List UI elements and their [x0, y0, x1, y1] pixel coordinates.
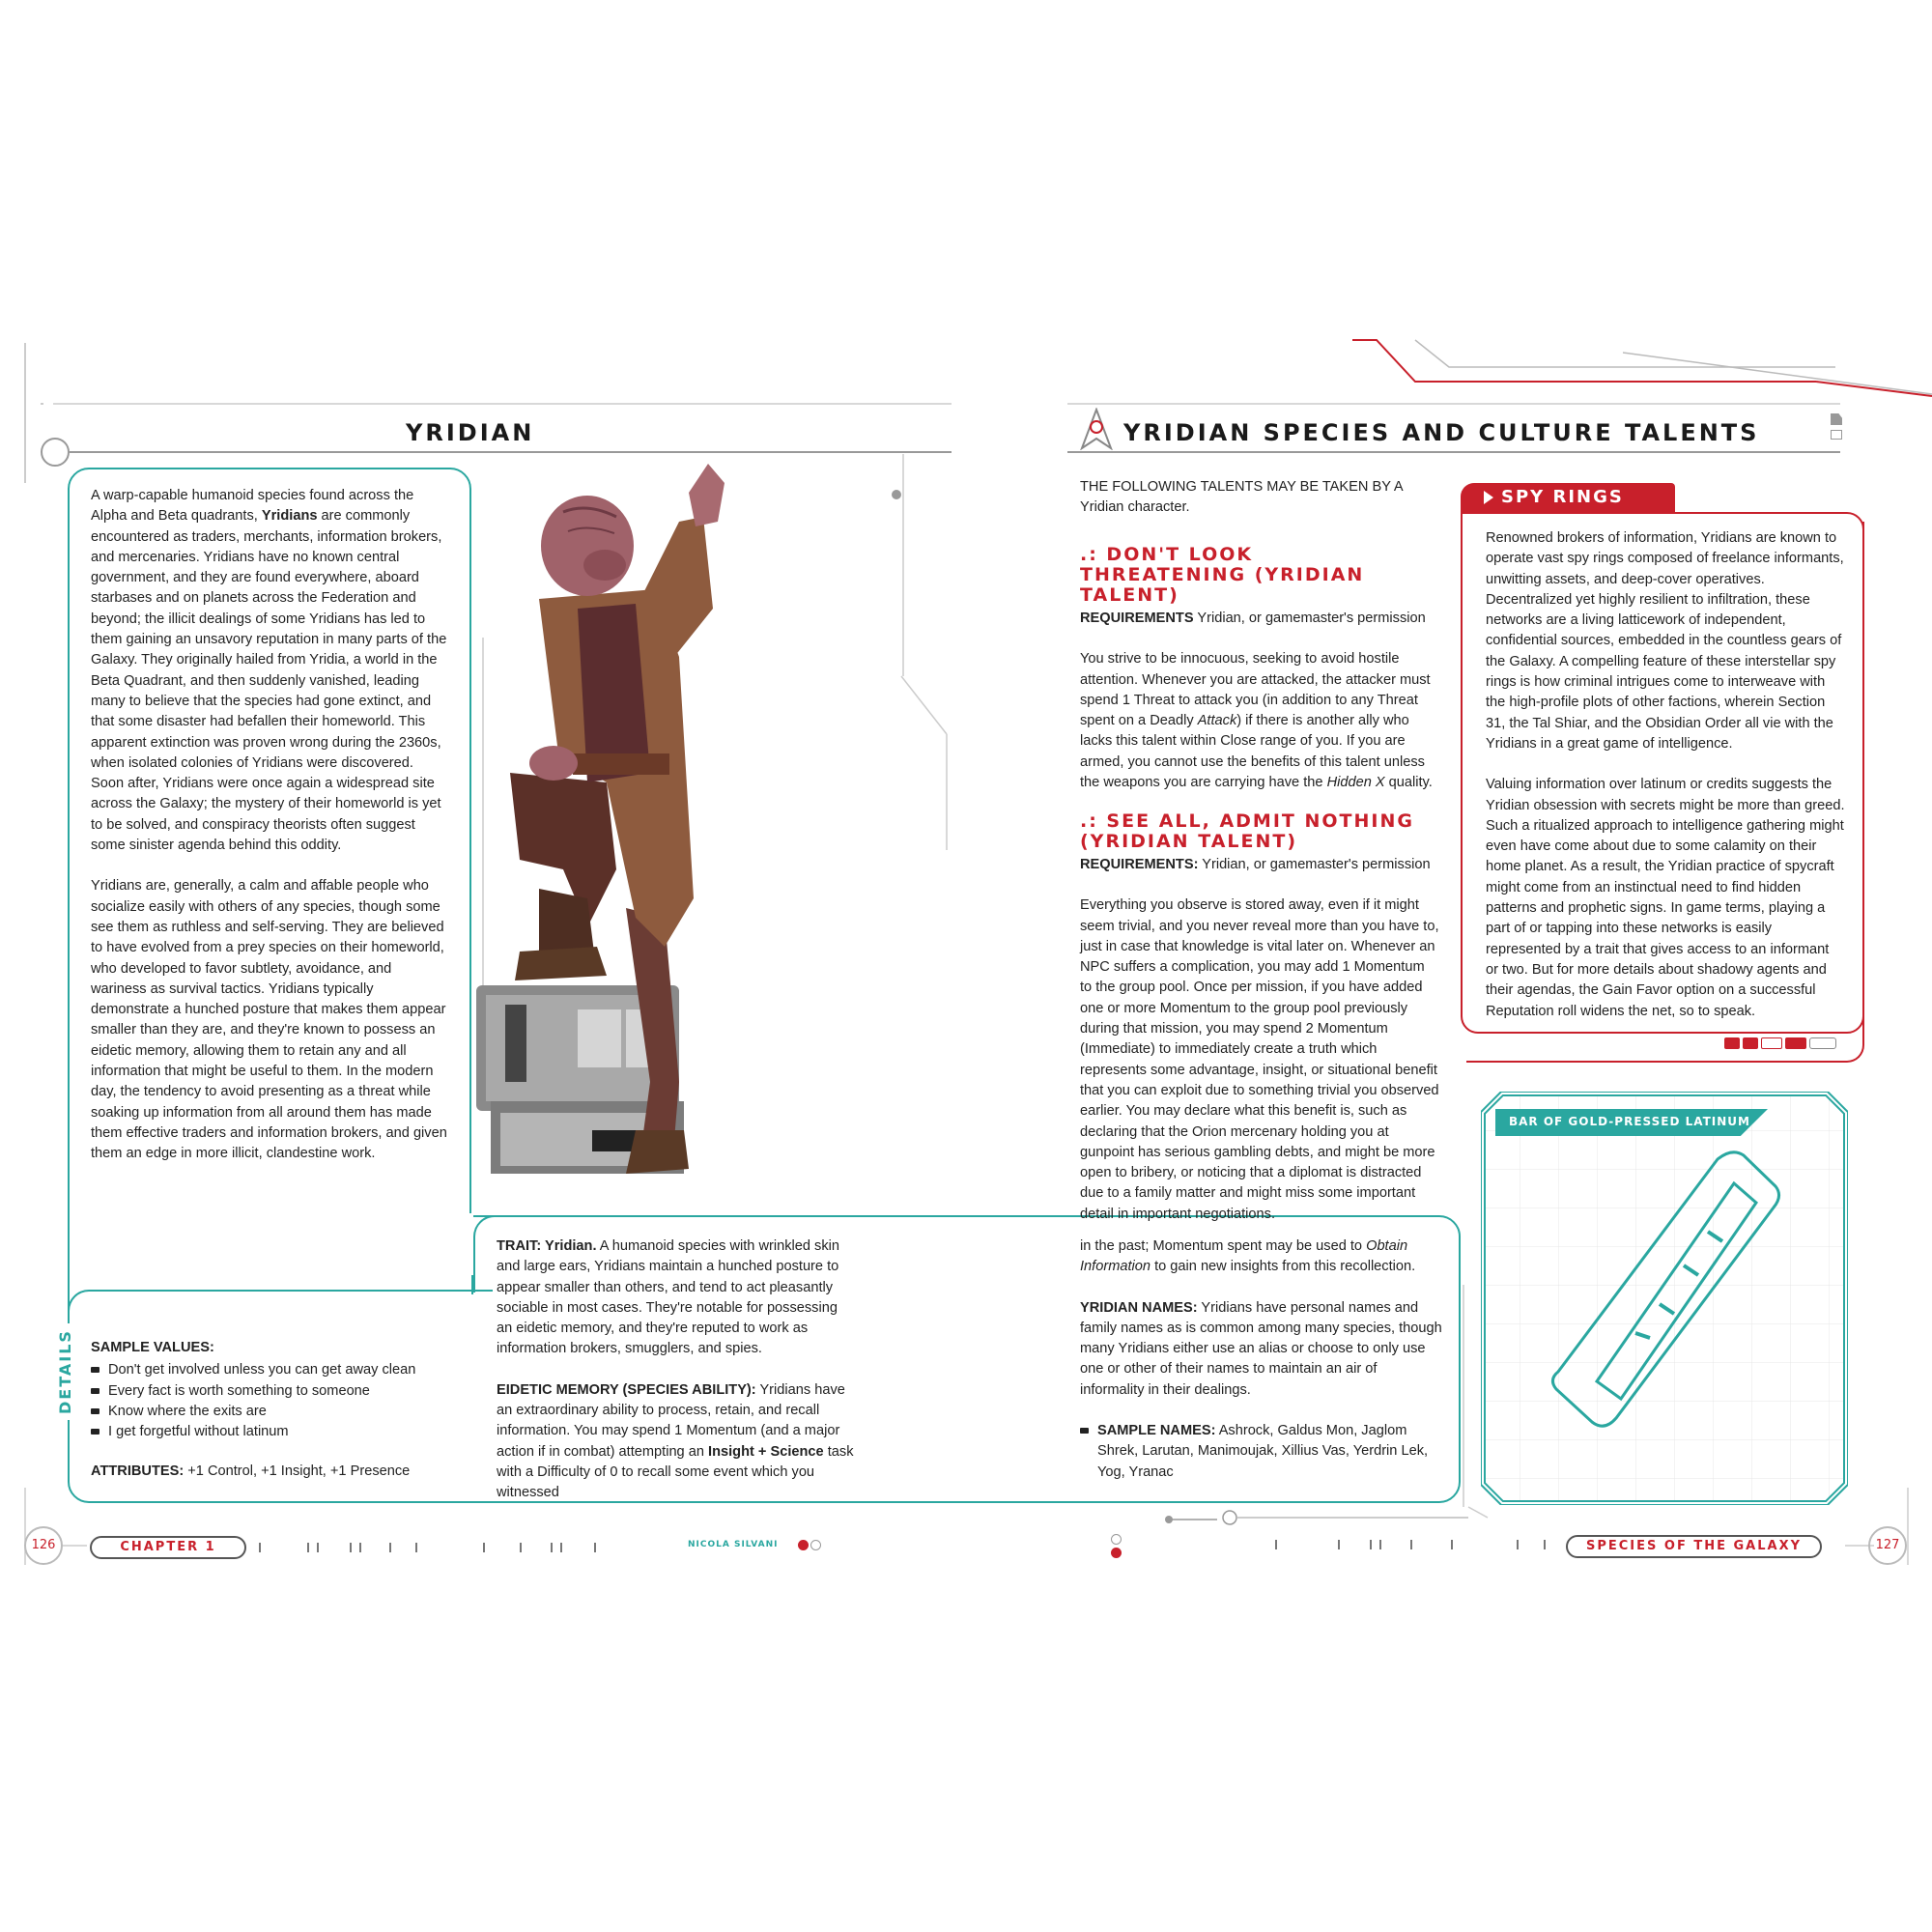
details-panel-top-left [68, 1290, 493, 1313]
spy-rings-title: SPY RINGS [1484, 487, 1624, 507]
footer-tick [389, 1543, 391, 1552]
indicator-filled [1785, 1037, 1806, 1049]
trait-paragraph: TRAIT: Yridian. A humanoid species with wrinkled skin and large ears, Yridians maintain a hunched posture to appear smaller than others, and tend to act pleasantly sociable in most cases. They're notable for possessing an eidetic memory, and they're reputed to work as information brokers, smugglers, and spies. [497, 1238, 839, 1357]
sample-values-label: SAMPLE VALUES: [91, 1340, 214, 1355]
list-item: Know where the exits are [91, 1402, 439, 1422]
eidetic-continued: in the past; Momentum spent may be used to Obtain Information to gain new insights from this recollection. [1080, 1238, 1416, 1275]
footer-tick [1544, 1540, 1546, 1549]
talents-intro: THE FOLLOWING TALENTS MAY BE TAKEN BY A Yridian character. [1080, 479, 1403, 516]
spy-rings-paragraph-2: Valuing information over latinum or credits suggests the Yridian obsession with secrets might be more than greed. Such a ritualized approach to intelligence gathering might even have come about due to some calamity on their home planet. As a result, the Yridian practice of spycraft might come from an instinctual need to find hidden patterns and prophetic signs. In game terms, playing a part of or tapping into these networks is easily represented by a trait that gives access to an informant or two. But for more details about shadowy agents and their agendas, the Gain Favor option on a successful Reputation roll widens the net, so to speak. [1486, 777, 1845, 1019]
starfleet-delta-icon [1079, 408, 1114, 450]
list-item: I get forgetful without latinum [91, 1422, 439, 1442]
details-panel-border-fix [471, 1275, 473, 1294]
footer-tick [415, 1543, 417, 1552]
footer-tick [359, 1543, 361, 1552]
indicator-empty [1809, 1037, 1836, 1049]
intro-text [91, 486, 450, 1185]
talent-2-text: Everything you observe is stored away, even if it might seem trivial, and you never reveal more than you have to, just in case that knowledge is vital later on. Whenever an NPC suffers a complication, you may add 1 Momentum to the group pool. Once per mission, if you have added one or more Momentum to the group pool previously during that mission, you may spend 2 Momentum (Immediate) to immediately create a truth which represents some advantage, insight, or situational benefit that you can exploit due to something trivial you observed earlier. You may declare what this benefit is, such as declaring that the Orion mercenary holding you at gunpoint has serious gambling debts, and might be more open to bribery, or noticing that a diplomat is distracted due to a family matter and might miss some important detail in important negotiations. [1080, 897, 1439, 1222]
footer-tick [1370, 1540, 1372, 1549]
corner-mark [1831, 430, 1842, 440]
indicator-filled [1743, 1037, 1758, 1049]
footer-tick [1410, 1540, 1412, 1549]
talent-1-requirements: REQUIREMENTS Yridian, or gamemaster's permission [1080, 611, 1426, 626]
footer-tick [1451, 1540, 1453, 1549]
details-panel-connector [473, 1215, 495, 1293]
footer-tick [520, 1543, 522, 1552]
sample-values-list [91, 1360, 439, 1442]
footer-tick [307, 1543, 309, 1552]
page-title-right: YRIDIAN SPECIES AND CULTURE TALENTS [1123, 419, 1760, 446]
list-item: Every fact is worth something to someone [91, 1381, 439, 1402]
footer-tick [1379, 1540, 1381, 1549]
footer-tick [259, 1543, 261, 1552]
talent-2-title: .: SEE ALL, ADMIT NOTHING (YRIDIAN TALENT) [1080, 810, 1414, 852]
latinum-label: BAR OF GOLD-PRESSED LATINUM [1509, 1115, 1750, 1128]
list-item: SAMPLE NAMES: Ashrock, Galdus Mon, Jaglom Shrek, Larutan, Manimoujak, Xillius Vas, Yerdrin Lek, Yog, Yranac [1080, 1421, 1442, 1483]
footer-tick [483, 1543, 485, 1552]
details-col-1 [91, 1338, 439, 1483]
corner-mark [1831, 413, 1842, 425]
footer-dot-filled [1111, 1548, 1122, 1558]
details-tab-label: DETAILS [56, 1323, 74, 1420]
indicator-filled [1724, 1037, 1740, 1049]
footer-tick [560, 1543, 562, 1552]
talent-1-body [1080, 609, 1439, 793]
footer-tick [551, 1543, 553, 1552]
play-icon [1484, 491, 1493, 504]
footer-dot-filled [798, 1540, 809, 1550]
chapter-label: CHAPTER 1 [90, 1536, 246, 1559]
footer-tick [594, 1543, 596, 1552]
spy-rings-indicators [1724, 1037, 1836, 1049]
details-col-2 [497, 1236, 854, 1504]
footer-dot-empty [810, 1540, 821, 1550]
details-col-3 [1080, 1236, 1442, 1483]
intro-paragraph-2: Yridians are, generally, a calm and affable people who socialize easily with others of any species, though some see them as ruthless and self-serving. They are believed to have evolved from a prey species on their homeworld, who developed to favor subtlety, avoidance, and wariness as survival tactics. Yridians typically demonstrate a hunched posture that makes them appear smaller than they are, and they're known to possess an eidetic memory, allowing them to retain any and all information that might be useful to them. In the modern day, the tendency to avoid presenting as a threat while soaking up information from all around them has made them effective traders and information brokers, and given them an edge in more illicit, clandestine work. [91, 878, 447, 1162]
indicator-empty [1761, 1037, 1782, 1049]
yridian-illustration [471, 464, 781, 1179]
footer-tick [1275, 1540, 1277, 1549]
list-item: Don't get involved unless you can get away clean [91, 1360, 439, 1380]
details-panel-mask [70, 1213, 473, 1291]
page-number-left: 126 [24, 1526, 63, 1565]
attributes: ATTRIBUTES: +1 Control, +1 Insight, +1 Presence [91, 1463, 411, 1480]
eidetic-paragraph: EIDETIC MEMORY (SPECIES ABILITY): Yridians have an extraordinary ability to process, retain, and recall information. You may spend 1 Momentum (and a major action if in combat) attempting an Insight + Science task with a Difficulty of 0 to recall some event which you witnessed [497, 1381, 854, 1501]
talent-2-requirements: REQUIREMENTS: Yridian, or gamemaster's permission [1080, 857, 1431, 872]
talent-2-body [1080, 855, 1439, 1225]
spy-rings-paragraph-1: Renowned brokers of information, Yridians are known to operate vast spy rings composed of freelance informants, unwitting assets, and deep-cover operatives. Decentralized yet highly resilient to infiltration, these networks are a living latticework of independent, confidential sources, embedded in the countless gears of the Galaxy. A compelling feature of these interstellar spy rings is how criminal intrigues come to interweave with the high-profile plots of other factions, wherein Section 31, the Tal Shiar, and the Obsidian Order all vie with the Yridians in a great game of intelligence. [1486, 530, 1844, 752]
latinum-panel [1481, 1092, 1848, 1505]
artist-credit: NICOLA SILVANI [688, 1540, 779, 1549]
chapter-title-label: SPECIES OF THE GALAXY [1566, 1535, 1822, 1558]
footer-tick [1338, 1540, 1340, 1549]
page-number-right: 127 [1868, 1526, 1907, 1565]
sample-names-list [1080, 1421, 1442, 1483]
spy-rings-text [1486, 528, 1845, 1022]
footer-tick [317, 1543, 319, 1552]
footer-tick [1517, 1540, 1519, 1549]
page-title-left: YRIDIAN [406, 419, 535, 446]
talent-1-text: You strive to be innocuous, seeking to avoid hostile attention. Whenever you are attacked, the attacker must spend 1 Threat to attack you (in addition to any Threat spent on a Deadly Attack) if there is another ally who lacks this talent within Close range of you. If you are armed, you cannot use the benefits of this talent unless the weapons you are carrying have the Hidden X quality. [1080, 651, 1433, 791]
footer-dot-empty [1111, 1534, 1122, 1545]
intro-paragraph-1: A warp-capable humanoid species found across the Alpha and Beta quadrants, Yridians are commonly encountered as traders, merchants, information brokers, and mercenaries. Yridians have no known central government, and they are found everywhere, aboard starbases and on planets across the Federation and beyond; the illicit dealings of some Yridians has led to them gaining an unsavory reputation in many parts of the Galaxy. They originally hailed from Yridia, a world in the Beta Quadrant, and then suddenly vanished, leading many to believe that the species had gone extinct, and that some disaster had befallen their homeworld. This apparent extinction was proven wrong during the 2360s, when isolated colonies of Yridians were discovered. Soon after, Yridians were once again a widespread site across the Galaxy; the mystery of their homeworld is yet to be solved, and conspiracy theorists often suggest some sinister agenda behind this oddity. [91, 488, 447, 854]
yridian-names-paragraph: YRIDIAN NAMES: Yridians have personal names and family names as is common among many species, though many Yridians either use an alias or choose to only use one or other of their names to maintain an air of informality in their dealings. [1080, 1299, 1442, 1398]
footer-tick [350, 1543, 352, 1552]
talent-1-title: .: DON'T LOOK THREATENING (YRIDIAN TALENT) [1080, 544, 1365, 606]
